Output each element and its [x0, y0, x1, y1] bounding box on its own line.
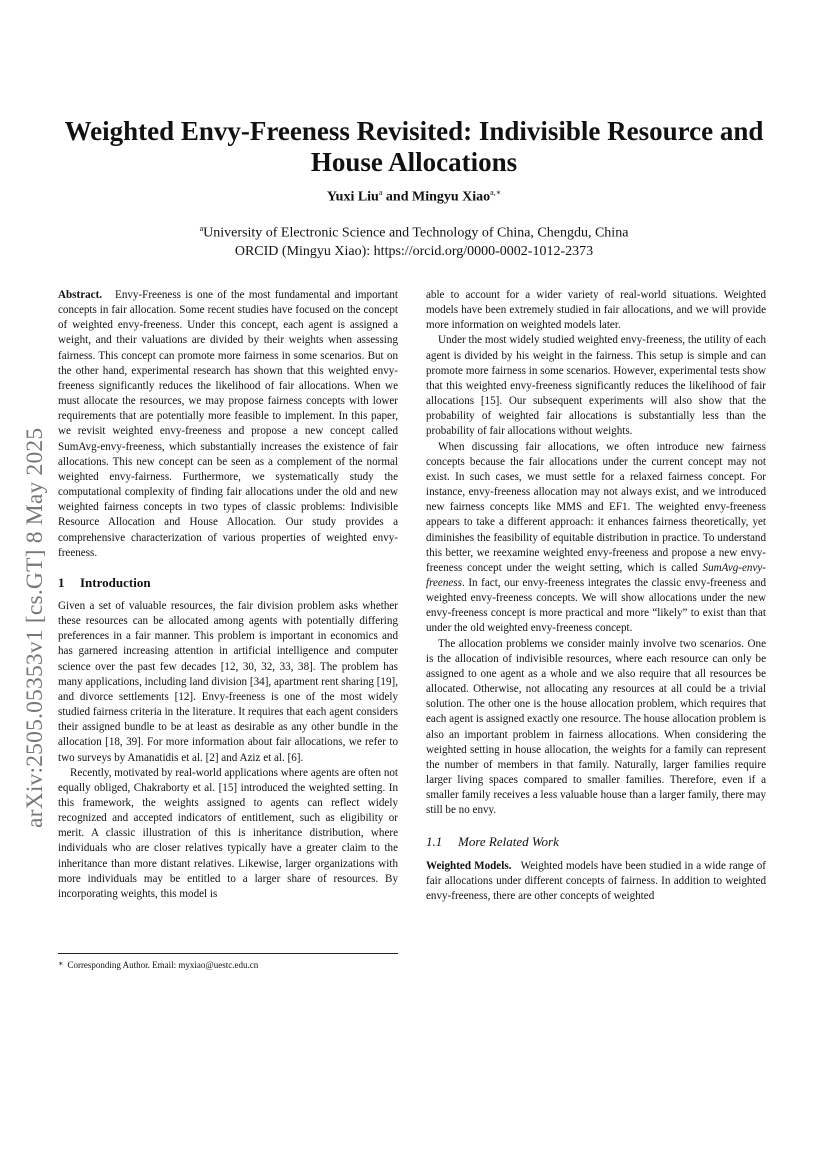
orcid-line: ORCID (Mingyu Xiao): https://orcid.org/0000-0002-1012-2373	[234, 243, 594, 259]
footnote-text: Corresponding Author. Email: myxiao@uestc.edu.cn	[67, 960, 259, 970]
footnote	[58, 958, 398, 971]
section-number: 1	[58, 574, 65, 590]
affiliation-mark: a	[199, 224, 204, 233]
paragraph-text: . In fact, our envy-freeness integrates the classic envy-freeness and weighted envy-freeness concepts. We will show allocations under the new envy-freeness concept is more practical and more “likely” to exist than that under the old weighted envy-freeness concept.	[426, 576, 766, 635]
affiliation	[40, 220, 788, 261]
affiliation-institution: University of Electronic Science and Technology of China, Chengdu, China	[203, 225, 629, 241]
subsection-heading-related-work	[426, 834, 766, 849]
intro-paragraph: The allocation problems we consider mainly involve two scenarios. One is the allocation of indivisible resources, where each resource can only be assigned to one agent as a whole and we also require that all resources be allocated. Otherwise, not allocating any resources at all could be a trivial solution. The other one is the house allocation problem, which requires that each agent is assigned exactly one resource. The house allocation problem is also an important problem in fairness allocations. When considering the weighted setting in house allocation, the weights for a family can represent the number of members in that family. Naturally, larger families require larger living spaces compared to smaller families. Therefore, even if a smaller family receives a less valuable house than a larger family, there may still be no envy.	[426, 637, 766, 817]
abstract	[58, 288, 398, 561]
related-paragraph	[426, 859, 766, 904]
affiliation-mark: a,∗	[490, 188, 502, 197]
intro-paragraph: Given a set of valuable resources, the fair division problem asks whether these resources can be allocated among agents with potentially differing preferences in a fair manner. This problem is important in economics and has garnered increasing attention in artificial intelligence and computer science over the past few decades [12, 30, 32, 33, 38]. The problem has many applications, including land division [34], apartment rent sharing [19], and divorce settlements [12]. Envy-freeness is one of the most widely studied fairness criteria in the literature. It requires that each agent considers their assigned bundle to be at least as desirable as any other bundle in the allocation [18, 39]. For more information about fair allocations, we refer to two surveys by Amanatidis et al. [2] and Aziz et al. [6].	[58, 599, 398, 764]
author-name: Yuxi Liu	[326, 189, 379, 205]
paragraph-text: Weighted models have been studied in a wide range of fair allocations under different concepts of fairness. In addition to weighted envy-freeness, there are other concepts of weighted	[426, 859, 767, 902]
arxiv-identifier: arXiv:2505.05353v1 [cs.GT] 8 May 2025	[22, 427, 48, 828]
subsection-number: 1.1	[426, 834, 443, 850]
author-name: Mingyu Xiao	[411, 189, 491, 205]
affiliation-mark: a	[378, 188, 383, 197]
section-title: Introduction	[80, 574, 151, 590]
intro-paragraph	[426, 440, 766, 637]
intro-paragraph: Recently, motivated by real-world applications where agents are often not equally obliged, Chakraborty et al. [15] introduced the weighted setting. In this framework, the weights assigned to agents can reflect widely recognized and accepted indicators of entitlement, such as eligibility or merit. A classic illustration of this is inheritance distribution, where individuals who are closer relatives typically have a greater claim to the inheritance than more distant relatives. Likewise, larger organizations with more individuals may be entitled to a larger share of resources. By incorporating weights, this model is	[58, 766, 398, 900]
abstract-text: Envy-Freeness is one of the most fundamental and important concepts in fair allocation. Some recent studies have focused on the concept of weighted envy-freeness. Under this concept, each agent is assigned a weight, and their valuations are divided by their weights when assessing fairness. This concept can promote more fairness in some scenarios. But on the other hand, experimental research has shown that this weighted envy-freeness significantly reduces the likelihood of fair allocations. When we must allocate the resources, we may propose fairness concepts with lower requirements that are potentially more feasible to implement. In this paper, we revisit weighted envy-freeness and propose a new concept called SumAvg-envy-freeness, which substantially increases the existence of fair allocations. This new concept can be seen as a complement of the normal weighted envy-fairness. Furthermore, we systematically study the computational complexity of finding fair allocations under the old and new weighted fairness concepts in two types of classic problems: Indivisible Resource Allocation and House Allocation. Our study provides a comprehensive characterization of various properties of weighted envy-freeness.	[58, 289, 398, 559]
author-conjunction: and	[382, 189, 412, 205]
paragraph-label: Weighted Models.	[426, 859, 512, 872]
subsection-title: More Related Work	[458, 834, 559, 850]
author-list	[40, 188, 788, 206]
emphasized-term: SumAvg-envy-freeness	[426, 561, 766, 589]
section-heading-introduction	[58, 575, 398, 590]
intro-paragraph-continued: able to account for a wider variety of real-world situations. Weighted models have been extremely studied in fair allocations, and we will provide more information on weighted models later.	[426, 289, 766, 332]
footnote-mark: ∗	[58, 959, 64, 968]
left-column	[58, 288, 398, 902]
abstract-label: Abstract.	[58, 289, 103, 301]
affiliation-line	[40, 220, 788, 243]
paper-title: Weighted Envy-Freeness Revisited: Indivisible Resource and House Allocations	[64, 116, 764, 177]
right-column	[426, 288, 766, 904]
intro-paragraph: Under the most widely studied weighted envy-freeness, the utility of each agent is divided by his weight in the fairness. This setup is simple and can promote more fairness in some scenarios. However, experimental tests show that this weighted envy-freeness significantly reduces the likelihood of fair allocations [15]. Our subsequent experiments will also show that the probability of weighted fair allocations is substantially less than the probability of fair allocations without weights.	[426, 334, 766, 438]
paragraph-text: When discussing fair allocations, we often introduce new fairness concepts because the fair allocations under the current concept may not exist. In such cases, we must settle for a relaxed fairness concept. For instance, envy-freeness allocation may not always exist, and we introduced new fairness concepts like MMS and EF1. The weighted envy-freeness appears to take a different approach: it enhances fairness theoretically, yet diminishes the feasibility of equitable distribution in practice. To understand this better, we reexamine weighted envy-freeness and propose a new envy-freeness concept under the weight setting, which is called	[426, 440, 766, 574]
footnote-rule	[58, 953, 398, 954]
